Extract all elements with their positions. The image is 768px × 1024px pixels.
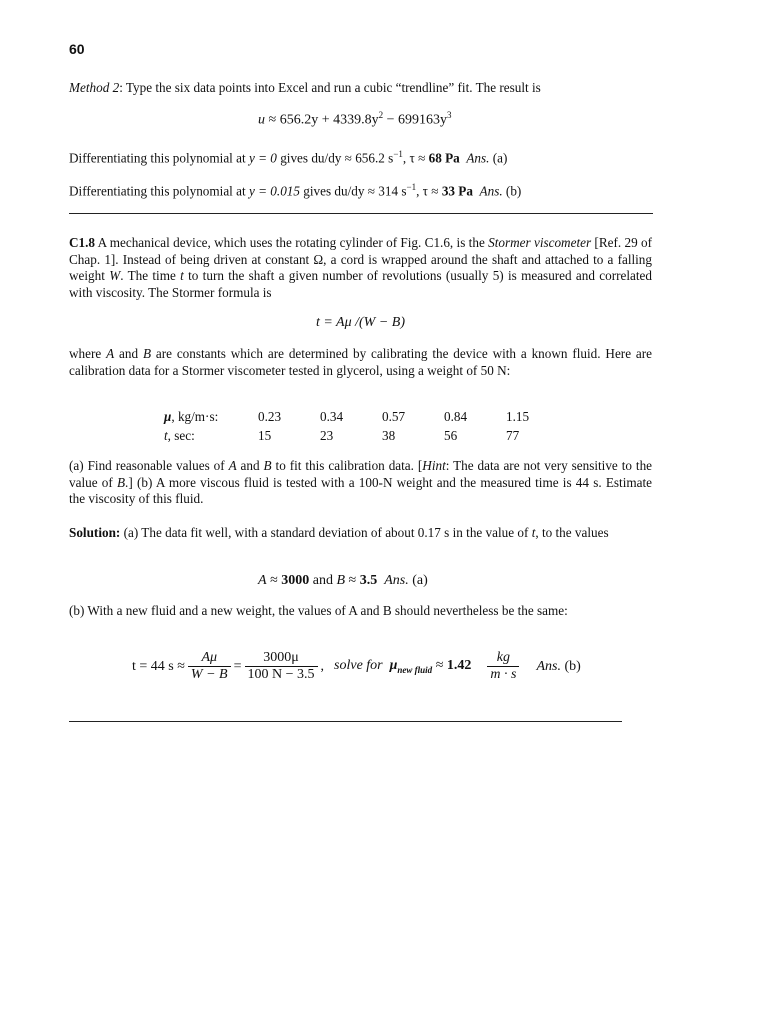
derivative-line-a: Differentiating this polynomial at y = 0 gives du/dy ≈ 656.2 $s^{-1}$, τ ≈ 68 Pa Ans. (a) [69, 149, 508, 166]
table-cell: 23 [320, 428, 334, 443]
section-divider [69, 213, 653, 214]
solution-label: Solution: [69, 525, 121, 540]
fraction-a-mu-over-w-minus-b: $\frac{A\mu}{W - B}$ [188, 650, 231, 683]
fraction-3000mu: $\frac{3000\mu}{100 N - 3.5}$ [245, 650, 318, 683]
table-cell: 56 [444, 428, 458, 443]
problem-statement: C1.8 A mechanical device, which uses the rotating cylinder of Fig. C1.6, is the Stormer viscometer [Ref. 29 of Chap. 1]. Instead of being driven at constant Ω, a cord is wrapped around the shaft and attached to a falling weight W. The time t to turn the shaft a given number of revolutions (usually 5) is measured and correlated with viscosity. The Stormer formula is [69, 235, 652, 300]
method2-label: Method 2 [69, 80, 120, 95]
table-cell: 38 [382, 428, 396, 443]
table-row-time [164, 428, 568, 444]
table-cell: 1.15 [506, 409, 530, 424]
table-cell: 0.57 [382, 409, 406, 424]
solution-intro: Solution: (a) The data fit well, with a standard deviation of about 0.17 s in the value of t, to the values [69, 525, 609, 540]
calibration-table [164, 409, 568, 444]
table-cell: 0.84 [444, 409, 468, 424]
method2-intro: Method 2: Type the six data points into Excel and run a cubic “trendline” fit. The result is [69, 80, 541, 95]
method2-text: Type the six data points into Excel and run a cubic “trendline” fit. The result is [125, 80, 541, 95]
cubic-fit-equation: $u \approx 656.2y + 4339.8y^2 - 699163y^3$ [258, 110, 452, 128]
derivative-line-b: Differentiating this polynomial at y = 0.015 gives du/dy ≈ 314 $s^{-1}$, τ ≈ 33 Pa Ans. (b) [69, 182, 522, 199]
problem-questions: (a) Find reasonable values of A and B to fit this calibration data. [Hint: The data are not very sensitive to the value of B.] (b) A more viscous fluid is tested with a 100-N weight and the measured time is 44 s. Estimate the viscosity of this fluid. [69, 458, 653, 507]
row-label: μ, kg/m·s: [164, 409, 219, 424]
table-cell: 0.34 [320, 409, 344, 424]
table-cell: 77 [506, 428, 520, 443]
table-cell: 0.23 [258, 409, 282, 424]
solution-final-equation: t = 44 s ≈ $\frac{A\mu}{W - B}$ = $\frac{3000\mu}{100 N - 3.5}$ , solve for $\mu_{new fluid} \approx 1.42$ $\frac{kg}{m \cdot s}$ Ans. (b) [132, 650, 581, 682]
row-label: t, sec: [164, 428, 195, 443]
table-cell: 15 [258, 428, 272, 443]
calibration-description: where A and B are constants which are determined by calibrating the device with a known fluid. Here are calibration data for a Stormer viscometer tested in glycerol, using a weight of 50 N: [69, 346, 653, 378]
stormer-formula: t = Aμ /(W − B) [315, 315, 406, 330]
solution-answer-a: A ≈ 3000 and B ≈ 3.5 Ans. (a) [258, 573, 428, 588]
table-row-viscosity [164, 409, 568, 425]
problem-id: C1.8 [69, 235, 96, 250]
section-divider-bottom [69, 721, 622, 722]
solution-part-b: (b) With a new fluid and a new weight, the values of A and B should nevertheless be the same: [69, 603, 568, 618]
fraction-units: $\frac{kg}{m \cdot s}$ [487, 650, 519, 683]
page-number: 60 [69, 41, 85, 57]
